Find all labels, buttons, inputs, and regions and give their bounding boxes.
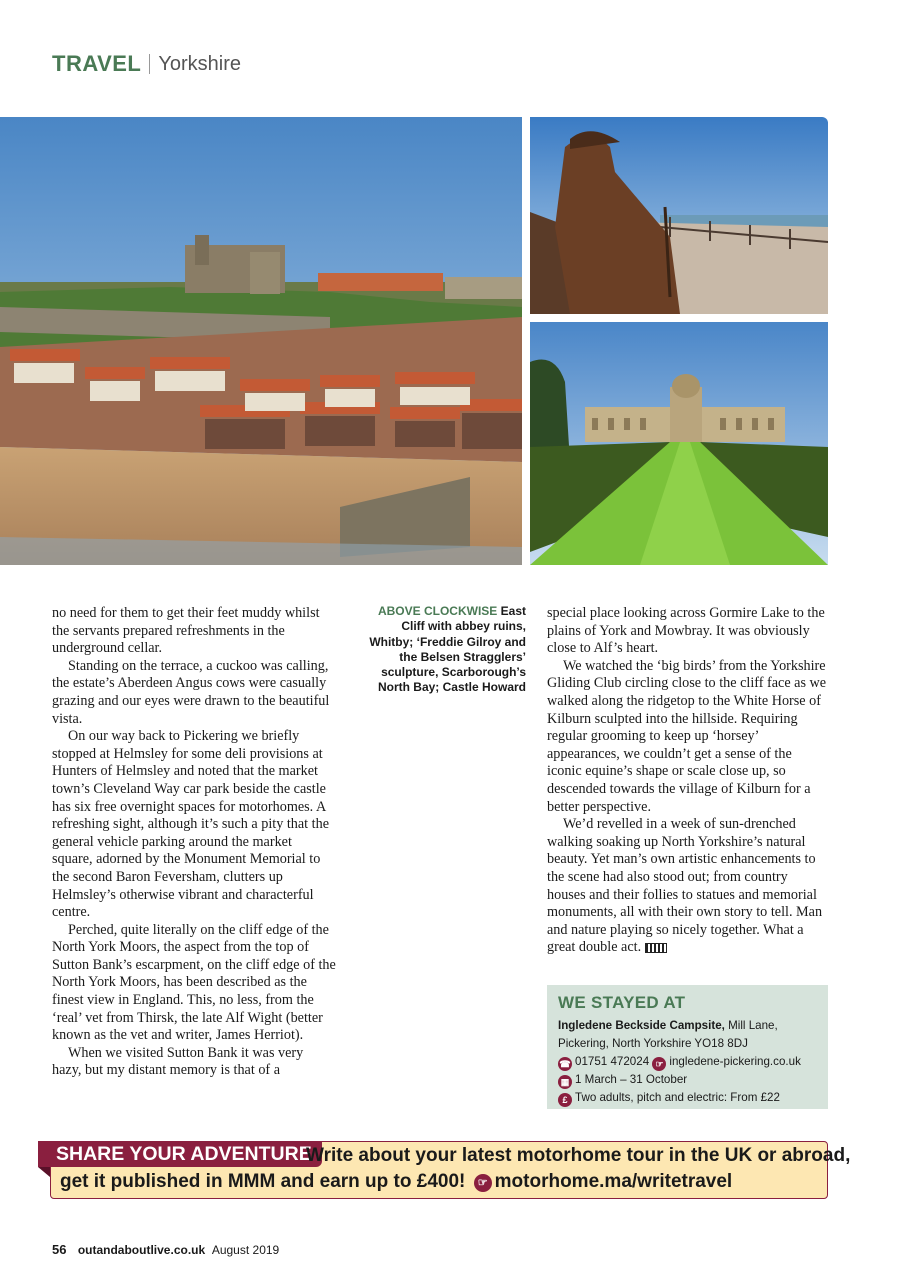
price-text: Two adults, pitch and electric: From £22 (575, 1090, 780, 1104)
calendar-icon: ▦ (558, 1075, 572, 1089)
we-stayed-box (547, 985, 828, 1109)
paragraph: no need for them to get their feet muddy whilst the servants prepared refreshments in the underground cellar. (52, 605, 320, 657)
open-dates: 1 March – 31 October (575, 1072, 688, 1086)
page-number: 56 (52, 1242, 67, 1257)
page-footer (52, 1242, 279, 1257)
we-stayed-title: WE STAYED AT (558, 993, 686, 1012)
contact-line (558, 1053, 817, 1071)
web-icon: ☞ (652, 1057, 666, 1071)
share-url[interactable]: motorhome.ma/writetravel (494, 1171, 733, 1192)
campsite-address (558, 1017, 817, 1035)
address-line-1: Mill Lane, (724, 1019, 778, 1032)
share-adventure-banner (38, 1141, 851, 1199)
pound-icon: £ (558, 1093, 572, 1107)
paragraph: On our way back to Pickering we briefly stopped at Helmsley for some deli provisions at Hunters of Helmsley and noted that the market town’s Cleveland Way car park beside the castle has six free overnight spaces for motorhomes. A refreshing sight, although it’s such a pity that the general vehicle parking around the market square, adorned by the Monument Memorial to the second Baron Feversham, clutters up Helmsley’s otherwise vibrant and characterful centre. (52, 728, 330, 921)
paragraph-text: We’d revelled in a week of sun-drenched walking soaking up North Yorkshire’s natural beauty. Yet man’s own artistic enhancements to the scene had also stood out; from country houses and their follies to statues and memorial monuments, all with their own story to tell. Man and nature playing so nicely together. What a great double act. (547, 816, 823, 956)
paragraph: When we visited Sutton Bank it was very hazy, but my distant memory is that of a (52, 1044, 304, 1079)
section-header (52, 50, 241, 78)
end-mark-icon (645, 943, 667, 953)
section-label: TRAVEL (52, 51, 142, 76)
dates-line (558, 1071, 817, 1089)
footer-site[interactable]: outandaboutlive.co.uk (77, 1243, 206, 1257)
caption-head: ABOVE CLOCKWISE (377, 604, 498, 618)
phone-number: 01751 472024 (575, 1054, 650, 1068)
share-tab: SHARE YOUR ADVENTURE (38, 1141, 322, 1167)
address-line-2: Pickering, North Yorkshire YO18 8DJ (558, 1036, 748, 1050)
paragraph: We watched the ‘big birds’ from the Yorkshire Gliding Club circling close to the cliff face as we walked along the ridgetop to the White Horse of Kilburn sculpted into the hillside. Requiring regular grooming to keep up ‘horsey’ appearances, we couldn’t get a sense of the iconic equine’s shape or scale close up, so descended towards the village of Kilburn for a better perspective. (547, 657, 827, 815)
web-icon: ☞ (474, 1174, 492, 1192)
share-line-2-text: get it published in MMM and earn up to £400! (60, 1171, 466, 1192)
paragraph: Perched, quite literally on the cliff edge of the North York Moors, the aspect from the top of Sutton Bank’s escarpment, on the cliff edge of the North York Moors, has been described as the finest view in England. This, no less, from the ‘real’ vet from Thirsk, the late Alf Wight (better known as the vet and writer, James Herriot). (52, 921, 336, 1044)
castle-howard-photo (530, 322, 828, 565)
sculpture-photo (530, 117, 828, 314)
photo-caption (362, 604, 526, 696)
share-line-1: Write about your latest motorhome tour in the UK or abroad, (306, 1145, 851, 1166)
section-sublabel: Yorkshire (158, 52, 242, 75)
paragraph (547, 816, 829, 957)
paragraph: special place looking across Gormire Lake to the plains of York and Mowbray. It was obviously close to Alf’s heart. (547, 605, 825, 657)
whitby-photo (0, 117, 522, 565)
body-column-2 (547, 605, 829, 957)
phone-icon: ☎ (559, 1058, 571, 1069)
header-divider (149, 54, 150, 74)
body-column-1 (52, 605, 336, 1080)
share-line-2 (60, 1171, 732, 1193)
caption-text: East Cliff with abbey ruins, Whitby; ‘Freddie Gilroy and the Belsen Stragglers’ sculpture, Scarborough’s North Bay; Castle Howard (369, 604, 526, 695)
tab-fold (38, 1167, 50, 1177)
footer-date: August 2019 (211, 1243, 280, 1257)
price-line (558, 1089, 817, 1107)
paragraph: Standing on the terrace, a cuckoo was calling, the estate’s Aberdeen Angus cows were casually grazing and our eyes were drawn to the beautiful vista. (52, 657, 330, 727)
website-link[interactable]: ingledene-pickering.co.uk (669, 1054, 801, 1068)
campsite-name: Ingledene Beckside Campsite, (558, 1019, 725, 1032)
